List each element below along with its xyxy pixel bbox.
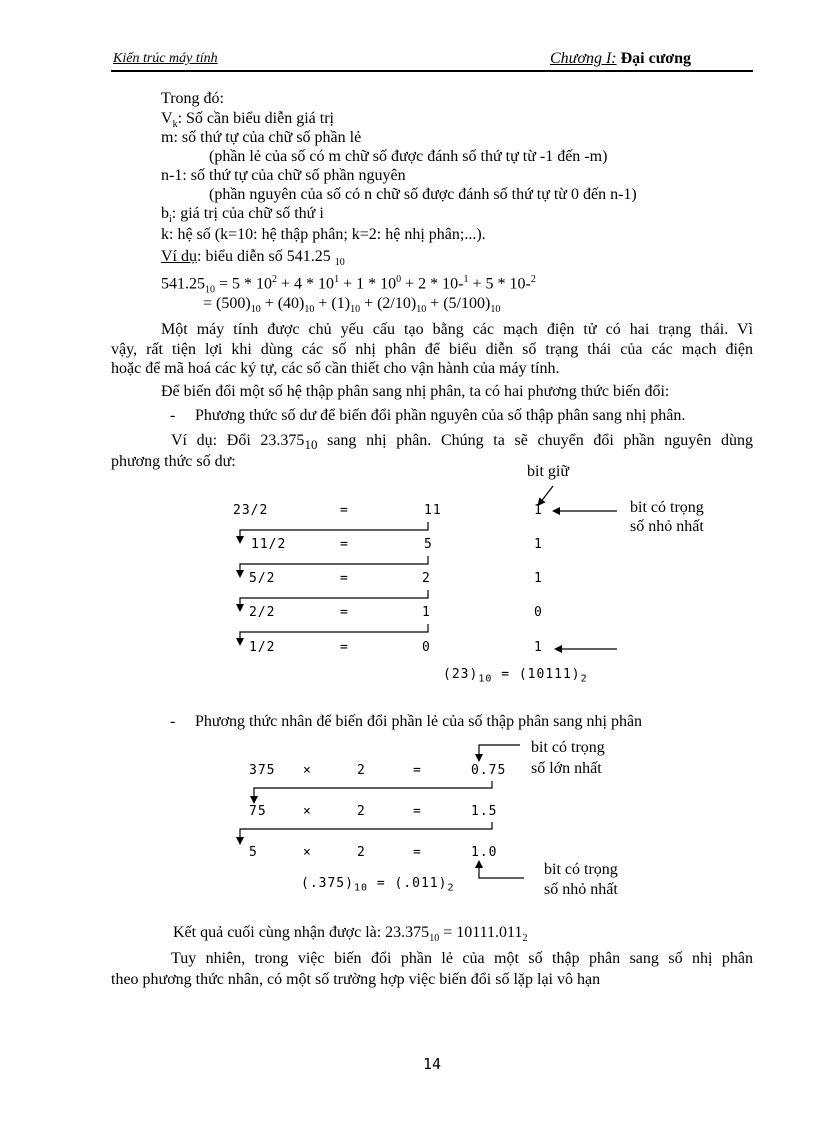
def-n: n-1: số thứ tự của chữ số phần nguyên bbox=[161, 167, 406, 184]
bit-keep-label: bit giữ bbox=[527, 463, 570, 480]
div-expr-3: 5/2 bbox=[249, 571, 276, 586]
mul-b-1: 2 bbox=[357, 763, 366, 778]
div-quot-4: 1 bbox=[422, 605, 431, 620]
mul-r-3: 1.0 bbox=[471, 845, 498, 860]
running-header-left: Kiến trúc máy tính bbox=[113, 51, 218, 66]
def-k: k: hệ số (k=10: hệ thập phân; k=2: hệ nhị phân;...). bbox=[161, 226, 486, 243]
bullet1: Phương thức số dư để biến đổi phần nguyên của số thập phân sang nhị phân. bbox=[195, 407, 686, 424]
chapter-label: Chương I: bbox=[550, 50, 617, 67]
para3-line1: Tuy nhiên, trong việc biến đổi phần lẻ của một số thập phân sang số nhị phân bbox=[171, 950, 753, 967]
chapter-title: Đại cương bbox=[620, 50, 692, 67]
div-arrow-3 bbox=[240, 590, 428, 608]
mul-a-3: 5 bbox=[249, 845, 258, 860]
div-rem-4: 0 bbox=[534, 605, 543, 620]
lsb-label2-line2: số nhỏ nhất bbox=[544, 881, 618, 898]
div-rem-1: 1 bbox=[534, 503, 543, 518]
div-quot-5: 0 bbox=[422, 640, 431, 655]
def-m-note: (phần lẻ của số có m chữ số được đánh số thứ tự từ -1 đến -m) bbox=[209, 148, 608, 165]
div-rem-5: 1 bbox=[534, 640, 543, 655]
div-expr-4: 2/2 bbox=[249, 605, 276, 620]
bullet1-dash: - bbox=[170, 407, 176, 424]
example1-eq2: = $(500)_{10} + (40)_{10} + (1)_{10} + (2/10)_{10} + (5/100)_{10}$ bbox=[203, 295, 501, 316]
div-expr-5: 1/2 bbox=[249, 640, 276, 655]
div-eq-3: = bbox=[340, 571, 349, 586]
example2-line1: Ví dụ: Đổi $23.375_{10}$ sang nhị phân. Chúng ta sẽ chuyển đổi phần nguyên dùng bbox=[171, 432, 753, 453]
div-eq-4: = bbox=[340, 605, 349, 620]
msb-label-line2: số lớn nhất bbox=[531, 760, 602, 777]
def-n-note: (phần nguyên của số có n chữ số được đánh số thứ tự từ 0 đến n-1) bbox=[209, 186, 637, 203]
mul-op-1: × bbox=[303, 763, 312, 778]
bullet2-dash: - bbox=[170, 713, 176, 730]
para1-line2: vậy, rất tiện lợi khi dùng các số nhị phân để biểu diễn số trạng thái của các mạch điện bbox=[111, 341, 753, 358]
mul-op-2: × bbox=[303, 804, 312, 819]
mul-a-2: 75 bbox=[249, 804, 267, 819]
mul-arrow-2 bbox=[240, 822, 492, 841]
div-quot-2: 5 bbox=[424, 537, 433, 552]
def-vk: $V_k$: Số cần biểu diễn giá trị bbox=[161, 110, 334, 131]
example1-eq1: $541.25_{10} = 5 * 10^2 + 4 * 10^1 + 1 * 10^0 + 2 * 10-^1 + 5 * 10-^2$ bbox=[161, 274, 536, 296]
lsb-label1-line2: số nhỏ nhất bbox=[630, 518, 704, 535]
mul-r-2: 1.5 bbox=[471, 804, 498, 819]
defs-intro: Trong đó: bbox=[161, 90, 224, 107]
page-number: 14 bbox=[423, 1055, 442, 1073]
mul-op-3: × bbox=[303, 845, 312, 860]
para1-line3: hoặc để mã hoá các ký tự, các số cần thiết cho vận hành của máy tính. bbox=[111, 360, 560, 377]
para3-line2: theo phương thức nhân, có một số trường hợp việc biến đổi số lặp lại vô hạn bbox=[111, 971, 601, 988]
mul-r-1: 0.75 bbox=[471, 763, 507, 778]
example2-line2: phương thức số dư: bbox=[111, 453, 236, 470]
msb-arrow bbox=[479, 745, 520, 758]
para1-line1: Một máy tính được chủ yếu cấu tạo bằng các mạch điện tử có hai trạng thái. Vì bbox=[161, 321, 753, 338]
div-quot-1: 11 bbox=[424, 503, 442, 518]
div-expr-2: 11/2 bbox=[251, 537, 287, 552]
div-arrow-2 bbox=[240, 556, 428, 574]
bit-keep-arrow bbox=[540, 486, 553, 503]
mul-eq-1: = bbox=[413, 763, 422, 778]
lsb-label2-line1: bit có trọng bbox=[544, 861, 618, 878]
mul-eq-2: = bbox=[413, 804, 422, 819]
mul-a-1: 375 bbox=[249, 763, 276, 778]
def-m: m: số thứ tự của chữ số phần lẻ bbox=[161, 129, 362, 146]
div-rem-3: 1 bbox=[534, 571, 543, 586]
div-eq-1: = bbox=[340, 503, 349, 518]
div-rem-2: 1 bbox=[534, 537, 543, 552]
division-result: $(23)_{10} = (10111)_2$ bbox=[443, 667, 588, 685]
bullet2: Phương thức nhân để biến đổi phần lẻ của số thập phân sang nhị phân bbox=[195, 713, 643, 730]
mul-b-2: 2 bbox=[357, 804, 366, 819]
div-eq-2: = bbox=[340, 537, 349, 552]
div-expr-1: 23/2 bbox=[233, 503, 269, 518]
def-bi: $b_i$: giá trị của chữ số thứ i bbox=[161, 205, 324, 226]
lsb-label1-line1: bit có trọng bbox=[630, 499, 704, 516]
mul-b-3: 2 bbox=[357, 845, 366, 860]
div-arrow-4 bbox=[240, 624, 428, 642]
mul-eq-3: = bbox=[413, 845, 422, 860]
multiplication-result: $(.375)_{10} = (.011)_2$ bbox=[301, 876, 455, 894]
final-result: Kết quả cuối cùng nhận được là: $23.375_{10} = 10111.011_2$ bbox=[173, 924, 528, 945]
div-arrow-1 bbox=[240, 522, 428, 540]
msb-label-line1: bit có trọng bbox=[531, 739, 605, 756]
lsb-arrow-mul bbox=[479, 864, 524, 878]
example1-title: Ví dụ: biểu diễn số 541.25 $_{10}$ bbox=[161, 248, 345, 269]
mul-arrow-1 bbox=[254, 781, 492, 800]
div-eq-5: = bbox=[340, 640, 349, 655]
div-quot-3: 2 bbox=[422, 571, 431, 586]
para2: Để biến đổi một số hệ thập phân sang nhị phân, ta có hai phương thức biến đổi: bbox=[161, 383, 670, 400]
